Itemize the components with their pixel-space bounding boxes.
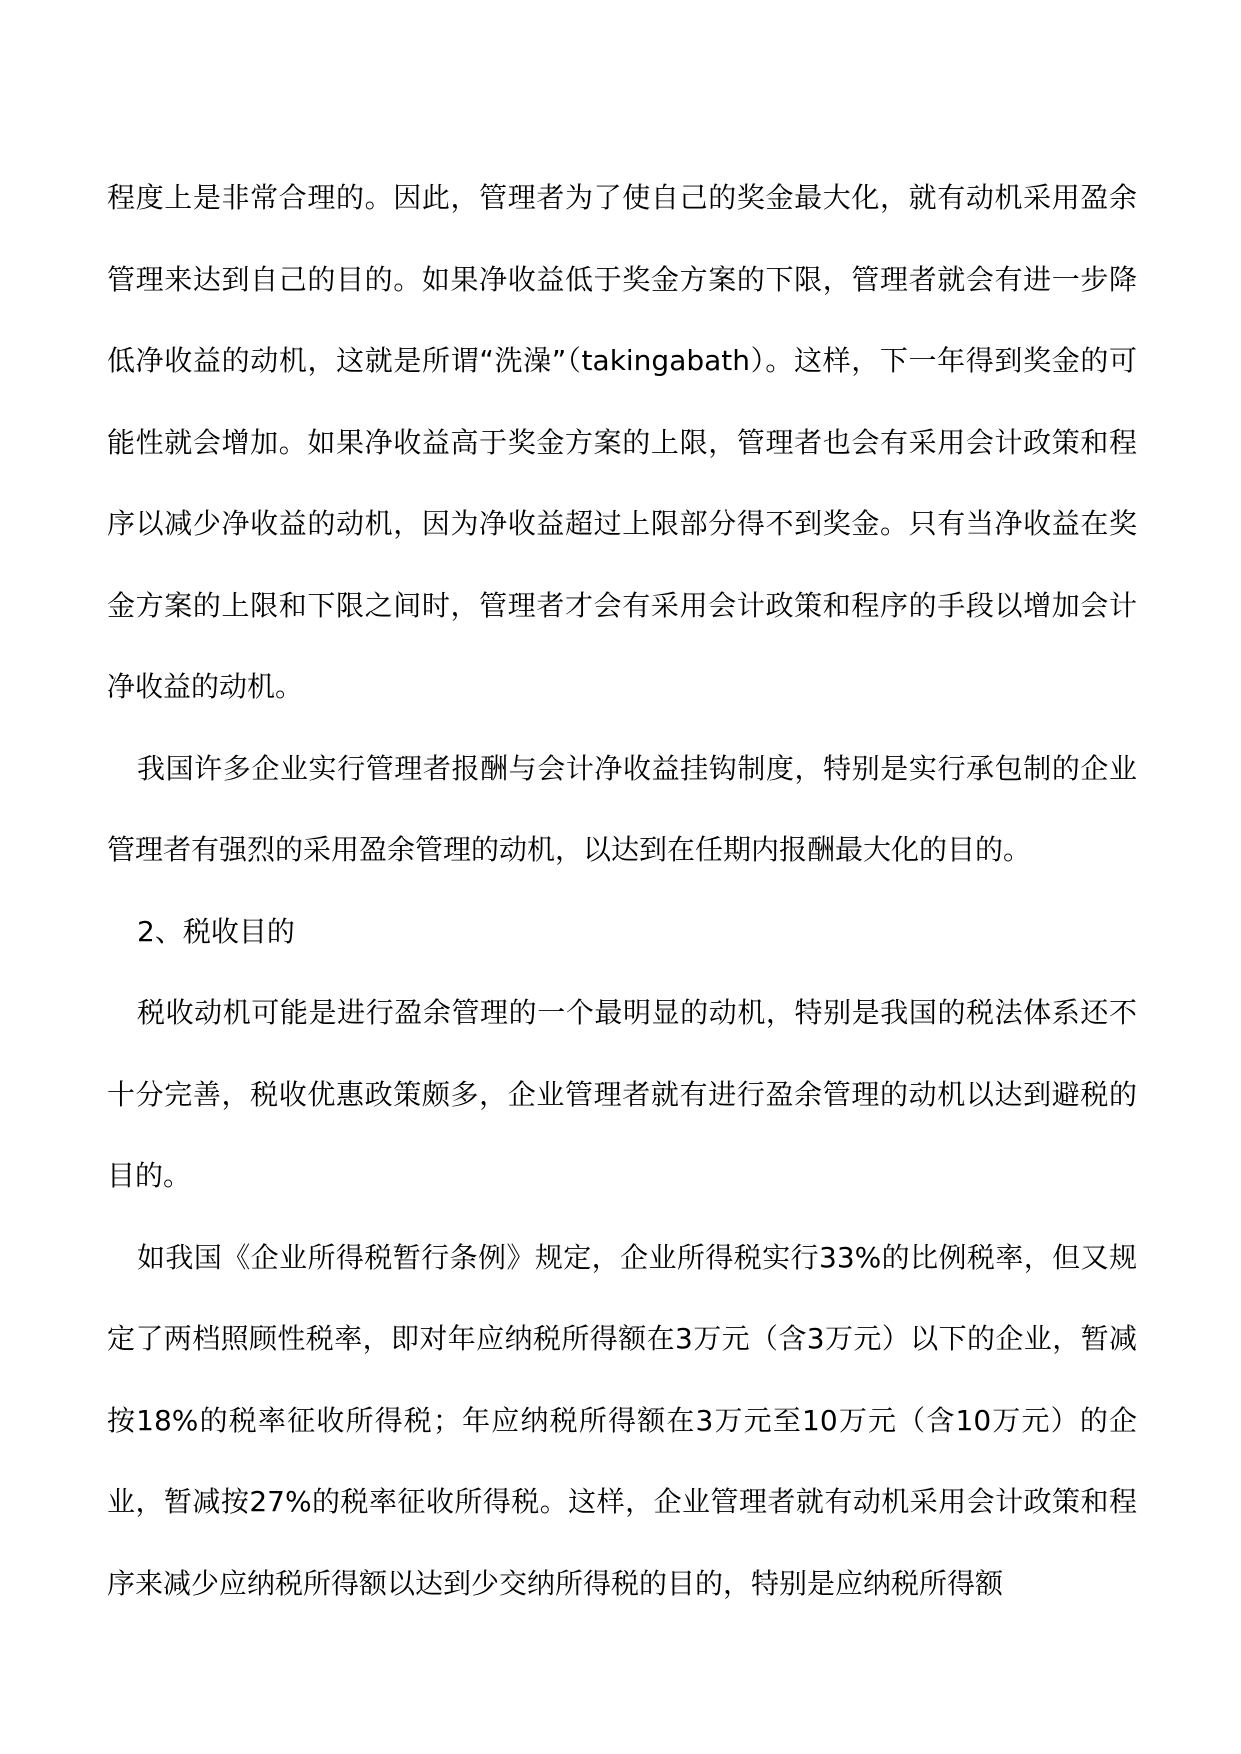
paragraph-compensation-system: 我国许多企业实行管理者报酬与会计净收益挂钩制度，特别是实行承包制的企业管理者有强烈的采用盈余管理的动机，以达到在任期内报酬最大化的目的。 <box>107 751 1137 866</box>
paragraph-income-tax-regulation: 如我国《企业所得税暂行条例》规定，企业所得税实行33%的比例税率，但又规定了两档照顾性税率，即对年应纳税所得额在3万元（含3万元）以下的企业，暂减按18%的税率征收所得税；年应纳税所得额在3万元至10万元（含10万元）的企业，暂减按27%的税率征收所得税。这样，企业管理者就有动机采用会计政策和程序来减少应纳税所得额以达到少交纳所得税的目的，特别是应纳税所得额 <box>107 1240 1137 1600</box>
paragraph-bonus-motive: 程度上是非常合理的。因此，管理者为了使自己的奖金最大化，就有动机采用盈余管理来达到自己的目的。如果净收益低于奖金方案的下限，管理者就会有进一步降低净收益的动机，这就是所谓“洗澡”（takingabath）。这样，下一年得到奖金的可能性就会增加。如果净收益高于奖金方案的上限，管理者也会有采用会计政策和程序以减少净收益的动机，因为净收益超过上限部分得不到奖金。只有当净收益在奖金方案的上限和下限之间时，管理者才会有采用会计政策和程序的手段以增加会计净收益的动机。 <box>107 181 1137 703</box>
document-body <box>107 157 1137 1624</box>
section-heading-tax-purpose: 2、税收目的 <box>137 914 295 948</box>
paragraph-tax-motive: 税收动机可能是进行盈余管理的一个最明显的动机，特别是我国的税法体系还不十分完善，税收优惠政策颇多，企业管理者就有进行盈余管理的动机以达到避税的目的。 <box>107 996 1137 1192</box>
